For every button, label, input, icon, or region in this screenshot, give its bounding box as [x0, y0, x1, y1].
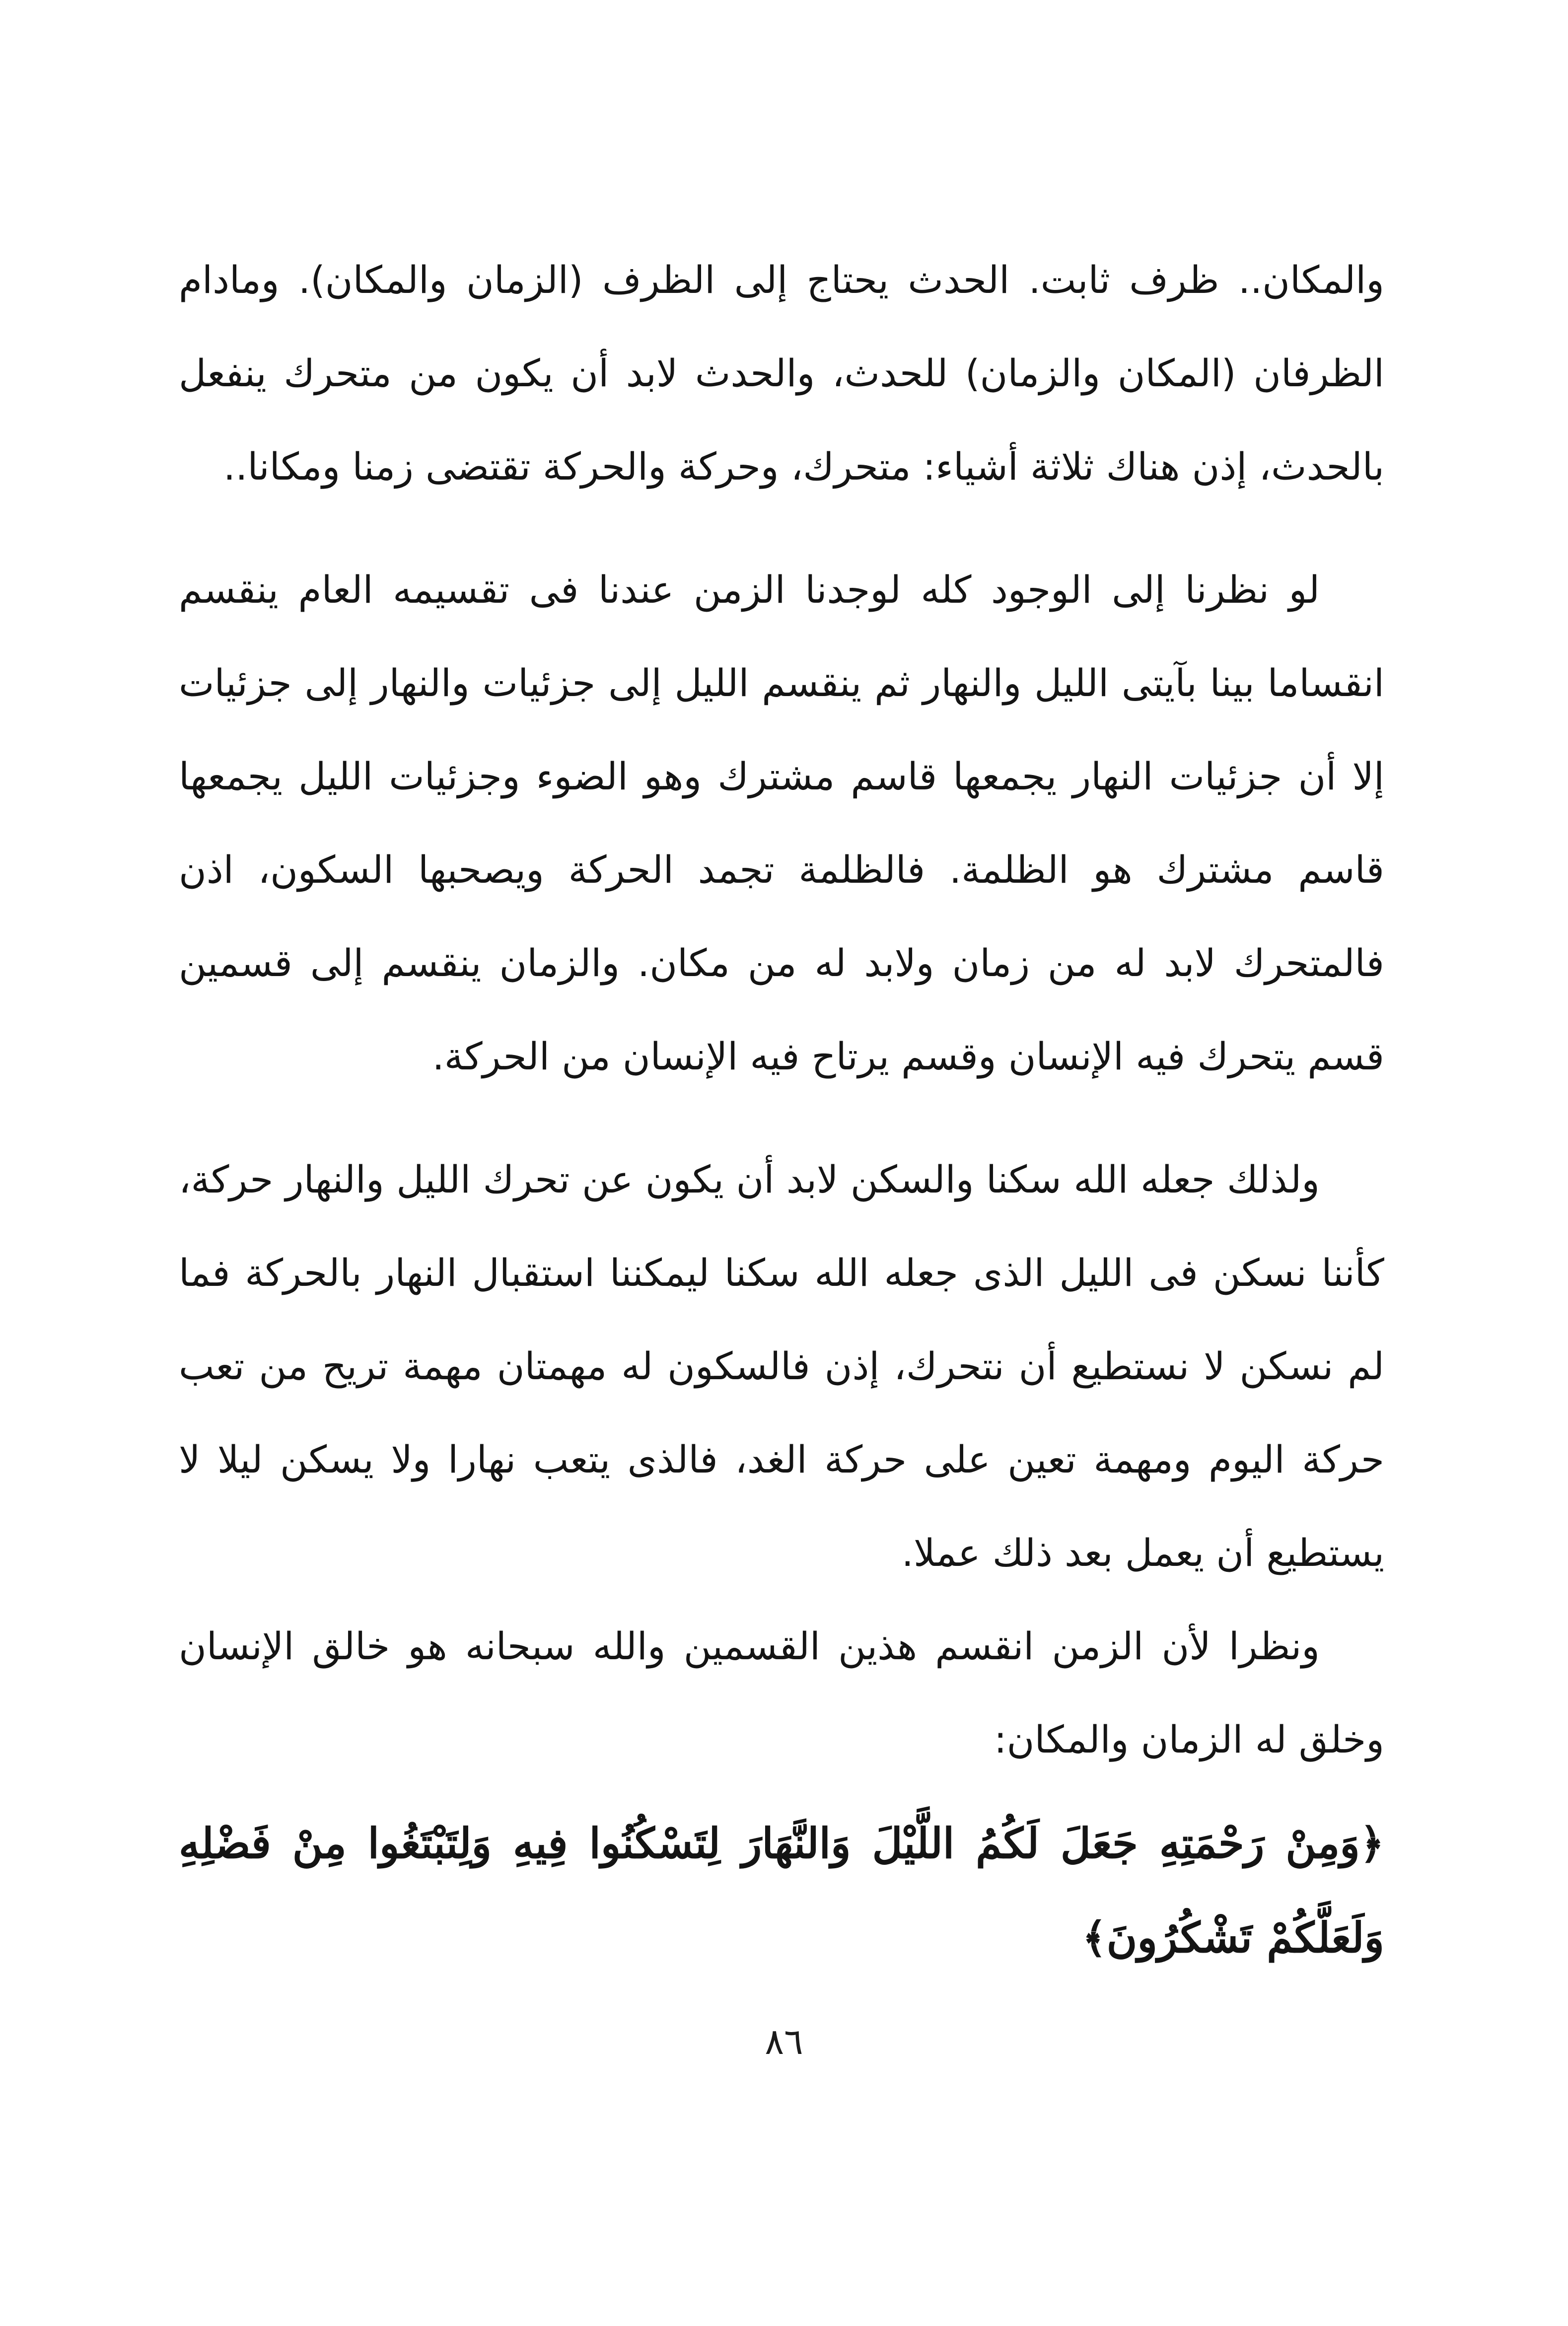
- paragraph-1: والمكان.. ظرف ثابت. الحدث يحتاج إلى الظرف (الزمان والمكان). ومادام الظرفان (المكان والزمان) للحدث، والحدث لابد أن يكون من متحرك ينفعل بالحدث، إذن هناك ثلاثة أشياء: متحرك، وحركة والحركة تقتضى زمنا ومكانا..: [179, 258, 1384, 489]
- paragraph-gap: [179, 513, 1384, 543]
- paragraph-gap: [179, 1103, 1384, 1133]
- page-body: [179, 233, 1384, 1985]
- paragraph-4: ونظرا لأن الزمن انقسم هذين القسمين والله سبحانه هو خالق الإنسان وخلق له الزمان والمكان:: [179, 1624, 1384, 1762]
- paragraph-2: لو نظرنا إلى الوجود كله لوجدنا الزمن عندنا فى تقسيمه العام ينقسم انقساما بينا بآيتى الليل والنهار ثم ينقسم الليل إلى جزئيات والنهار إلى جزئيات إلا أن جزئيات النهار يجمعها قاسم مشترك وهو الضوء وجزئيات الليل يجمعها قاسم مشترك هو الظلمة. فالظلمة تجمد الحركة ويصحبها السكون، اذن فالمتحرك لابد له من زمان ولابد له من مكان. والزمان ينقسم إلى قسمين قسم يتحرك فيه الإنسان وقسم يرتاح فيه الإنسان من الحركة.: [179, 567, 1384, 1078]
- quran-verse: ﴿وَمِنْ رَحْمَتِهِ جَعَلَ لَكُمُ اللَّيْلَ وَالنَّهَارَ لِتَسْكُنُوا فِيهِ وَلِتَبْتَغُوا مِنْ فَضْلِهِ وَلَعَلَّكُمْ تَشْكُرُونَ﴾: [179, 1819, 1384, 1962]
- paragraph-3: ولذلك جعله الله سكنا والسكن لابد أن يكون عن تحرك الليل والنهار حركة، كأننا نسكن فى الليل الذى جعله الله سكنا ليمكننا استقبال النهار بالحركة فما لم نسكن لا نستطيع أن نتحرك، إذن فالسكون له مهمتان مهمة تريح من تعب حركة اليوم ومهمة تعين على حركة الغد، فالذى يتعب نهارا ولا يسكن ليلا لا يستطيع أن يعمل بعد ذلك عملا.: [179, 1157, 1384, 1575]
- page-number: ٨٦: [765, 2021, 803, 2062]
